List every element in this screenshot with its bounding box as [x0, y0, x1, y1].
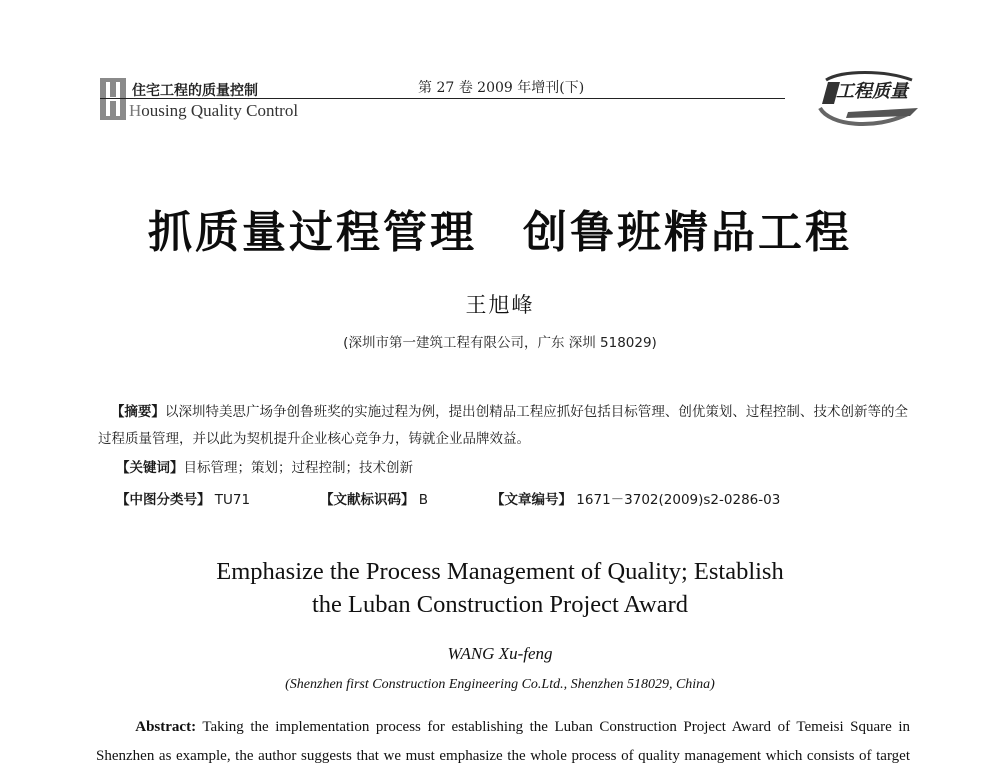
- paper-title-cn-part1: 抓质量过程管理: [148, 207, 477, 258]
- abstract-en-text: Taking the implementation process for establishing the Luban Construction Project Award of Temeisi Square in Shenzhen as example, the author suggests that we must emphasize the whole process of quality management which consists of target: [96, 719, 911, 764]
- clc-number: [116, 488, 250, 508]
- issue-info: 第 27 卷 2009 年增刊(下): [418, 80, 585, 96]
- keywords-cn-text: 目标管理；策划；过程控制；技术创新: [183, 460, 413, 476]
- article-number-value: 1671－3702(2009)s2-0286-03: [576, 492, 781, 508]
- paper-title-en-line1: Emphasize the Process Management of Quality; Establish: [216, 558, 784, 585]
- paper-title-en: [0, 555, 1000, 621]
- journal-name-en-rest: ousing Quality Control: [141, 101, 299, 120]
- affiliation-cn: (深圳市第一建筑工程有限公司，广东 深圳 518029): [343, 335, 657, 351]
- journal-name-en-initial: H: [129, 101, 142, 120]
- keywords-cn: [116, 456, 413, 476]
- abstract-en: [96, 713, 910, 771]
- journal-logo-icon: [100, 78, 126, 120]
- paper-title-cn-part2: 创鲁班精品工程: [523, 207, 852, 258]
- header-rule: [100, 98, 785, 99]
- paper-title-en-line2: the Luban Construction Project Award: [311, 591, 689, 618]
- abstract-cn: [98, 399, 908, 453]
- abstract-cn-text: 以深圳特美思广场争创鲁班奖的实施过程为例，提出创精品工程应抓好包括目标管理、创优策划、过程控制、技术创新等的全过程质量管理，并以此为契机提升企业核心竞争力，铸就企业品牌效益。: [98, 404, 909, 447]
- journal-name-en: [129, 101, 298, 121]
- abstract-en-label: Abstract:: [135, 719, 197, 735]
- quality-badge-text: 工程质量: [836, 81, 908, 102]
- clc-label: 【中图分类号】: [116, 492, 211, 508]
- clc-value: TU71: [214, 492, 251, 508]
- document-code-value: B: [418, 492, 429, 508]
- document-code: [320, 488, 428, 508]
- paper-title-cn: [0, 196, 1000, 260]
- author-en: WANG Xu-feng: [447, 644, 553, 663]
- document-code-label: 【文献标识码】: [320, 492, 415, 508]
- article-number-label: 【文章编号】: [491, 492, 572, 508]
- article-number: [491, 488, 780, 508]
- affiliation-en: (Shenzhen first Construction Engineering Co.Ltd., Shenzhen 518029, China): [285, 677, 715, 692]
- abstract-cn-label: 【摘要】: [110, 404, 165, 420]
- journal-name-cn: 住宅工程的质量控制: [132, 83, 258, 99]
- keywords-cn-label: 【关键词】: [116, 460, 184, 476]
- author-cn: 王旭峰: [465, 293, 535, 317]
